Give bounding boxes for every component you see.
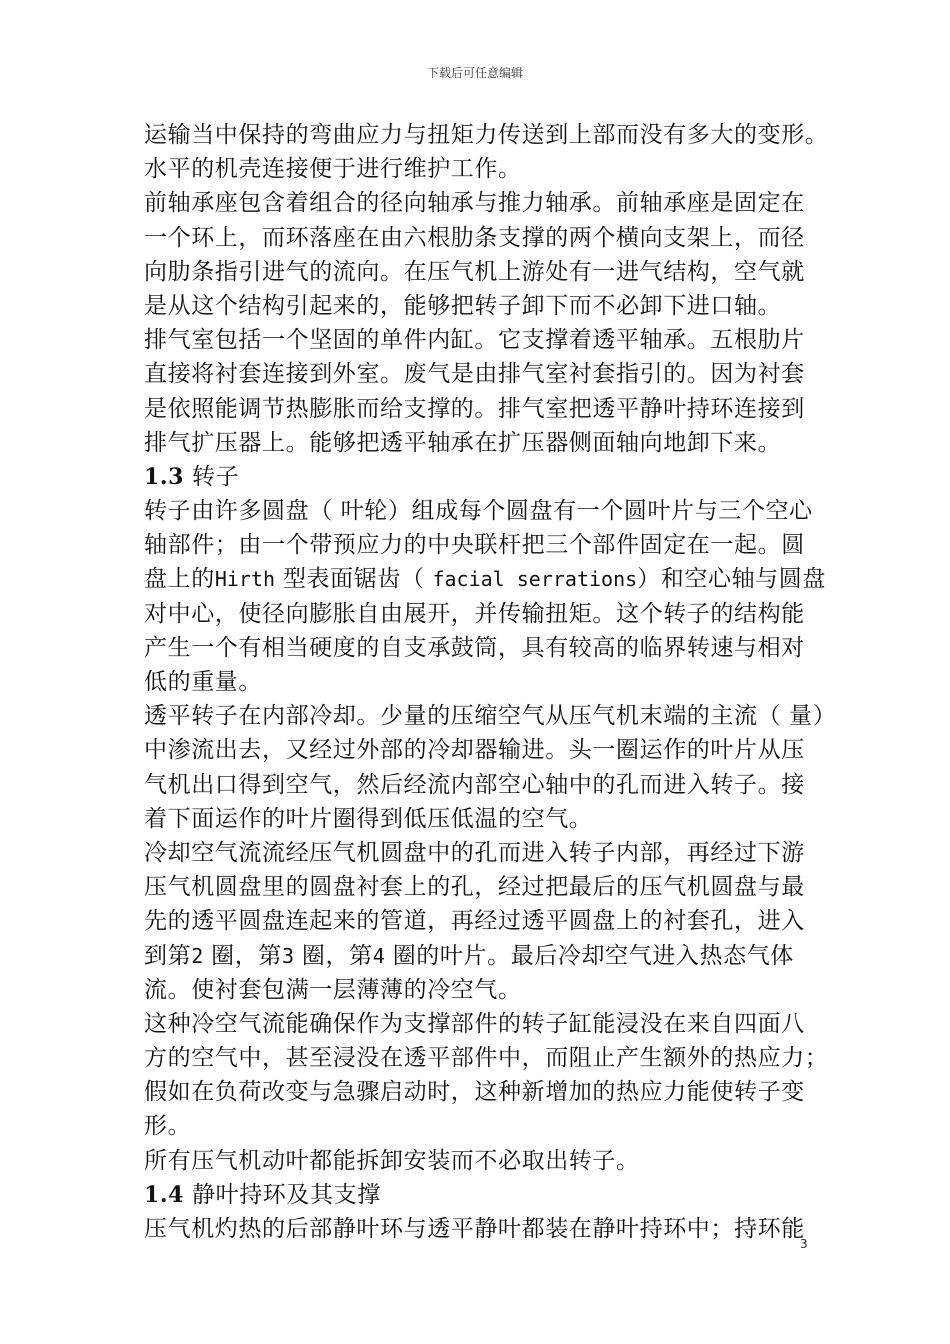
text-line: 形。	[144, 1113, 192, 1140]
text-line: 运输当中保持的弯曲应力与扭矩力传送到上部而没有多大的变形。	[144, 122, 829, 148]
section-number: 1.3	[144, 463, 185, 490]
text-segment: 型表面锯齿（	[275, 566, 433, 593]
text-line: 水平的机壳连接便于进行维护工作。	[144, 156, 522, 183]
number-term: 2	[191, 943, 204, 968]
section-title: 静叶持环及其支撑	[192, 1181, 381, 1208]
latin-term: Hirth	[214, 567, 276, 592]
section-heading-1-4	[144, 1178, 814, 1212]
text-line: 透平转子在内部冷却。少量的压缩空气从压气机末端的主流（ 量）	[144, 703, 837, 730]
number-term: 3	[281, 943, 295, 968]
text-segment: 圈的叶片。最后冷却空气进入热态气体	[384, 942, 794, 969]
text-line: 排气扩压器上。能够把透平轴承在扩压器侧面轴向地卸下来。	[144, 429, 782, 456]
text-line: 低的重量。	[144, 669, 262, 695]
text-line: 冷却空气流流经压气机圆盘中的孔而进入转子内部，再经过下游	[144, 839, 805, 866]
text-line: 一个环上，而环落座在由六根肋条支撑的两个横向支架上，而径	[144, 224, 805, 251]
text-line: 中渗流出去，又经过外部的冷却器输进。头一圈运作的叶片从压	[144, 737, 805, 764]
text-line: 压气机圆盘里的圆盘衬套上的孔，经过把最后的压气机圆盘与最	[144, 874, 805, 901]
text-line: 方的空气中，甚至浸没在透平部件中，而阻止产生额外的热应力；	[144, 1045, 829, 1072]
number-term: 4	[372, 943, 385, 968]
text-line: 向肋条指引进气的流向。在压气机上游处有一进气结构，空气就	[144, 258, 805, 285]
text-segment: 圈，第	[294, 942, 373, 969]
text-segment: ）和空心轴与圆盘	[637, 566, 826, 593]
text-line: 是从这个结构引起来的，能够把转子卸下而不必卸下进口轴。	[144, 292, 782, 319]
text-line: 前轴承座包含着组合的径向轴承与推力轴承。前轴承座是固定在	[144, 190, 805, 217]
text-line: 假如在负荷改变与急骤启动时，这种新增加的热应力能使转子变	[144, 1079, 805, 1106]
text-segment: 圈，第	[203, 942, 282, 969]
page-header: 下载后可任意编辑	[426, 66, 523, 80]
text-line: 产生一个有相当硬度的自支承鼓筒，具有较高的临界转速与相对	[144, 634, 805, 661]
section-heading-1-3	[144, 460, 814, 494]
text-line: 压气机灼热的后部静叶环与透平静叶都装在静叶持环中；持环能	[144, 1216, 805, 1242]
page-number: 3	[800, 1237, 808, 1251]
text-line	[144, 562, 826, 596]
text-line	[144, 939, 814, 973]
text-line: 直接将衬套连接到外室。废气是由排气室衬套指引的。因为衬套	[144, 361, 805, 388]
text-line: 气机出口得到空气，然后经流内部空心轴中的孔而进入转子。接	[144, 771, 805, 798]
section-number: 1.4	[144, 1181, 185, 1208]
text-line: 先的透平圆盘连起来的管道，再经过透平圆盘上的衬套孔，进入	[144, 908, 805, 935]
text-line: 排气室包括一个坚固的单件内缸。它支撑着透平轴承。五根肋片	[144, 327, 805, 354]
text-line: 所有压气机动叶都能拆卸安装而不必取出转子。	[144, 1147, 640, 1174]
document-body	[144, 118, 837, 1246]
text-line: 是依照能调节热膨胀而给支撑的。排气室把透平静叶持环连接到	[144, 395, 805, 422]
text-segment: 盘上的	[144, 566, 215, 593]
latin-term: facial serrations	[432, 567, 638, 592]
section-title: 转子	[192, 463, 240, 490]
text-line: 轴部件；由一个带预应力的中央联杆把三个部件固定在一起。圆	[144, 532, 805, 559]
text-line: 对中心，使径向膨胀自由展开，并传输扭矩。这个转子的结构能	[144, 600, 805, 627]
text-line: 流。使衬套包满一层薄薄的冷空气。	[144, 976, 522, 1003]
text-line: 这种冷空气流能确保作为支撑部件的转子缸能浸没在来自四面八	[144, 1010, 805, 1037]
text-segment: 到第	[144, 942, 192, 969]
text-line: 转子由许多圆盘（ 叶轮）组成每个圆盘有一个圆叶片与三个空心	[144, 498, 813, 525]
text-line: 着下面运作的叶片圈得到低压低温的空气。	[144, 805, 593, 832]
